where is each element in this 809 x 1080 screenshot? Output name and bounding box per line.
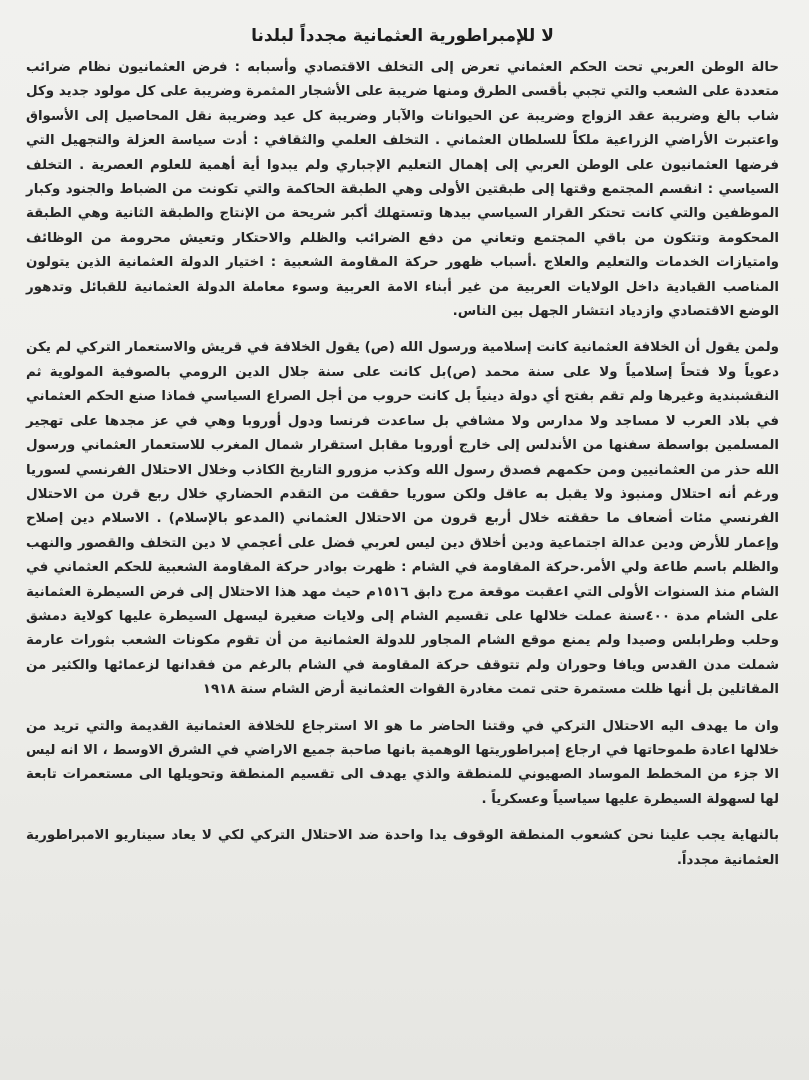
paragraph-caliphate-and-resistance: ولمن يقول أن الخلافة العثمانية كانت إسلامية ورسول الله (ص) يقول الخلافة في قريش والاستعمار التركي لم يكن دعوياً ولا فتحاً إسلامياً ولا على سنة محمد (ص)بل كانت على سنة جلال الدين الرومي بالصوفية المولوية ثم النقشبندية وغيرها ولم تقم بفتح أي دولة دينياً بل كانت حروب من أجل الصراع السياسي فماذا صنع الحكم العثماني في بلاد العرب لا مساجد ولا مدارس ولا مشافي بل ساعدت فرنسا ودول أوروبا وهي في عز مجدها على تهجير المسلمين بواسطة سفنها من الأندلس إلى خارج أوروبا مقابل استقرار شمال المغرب للاستعمار العثماني ورسول الله حذر من العثمانيين ومن حكمهم فصدق رسول الله وكذب مزورو التاريخ الكاذب وخلال الاحتلال الفرنسي لسوريا ورغم أنه احتلال ومنبوذ ولا يقبل به عاقل ولكن سوريا حققت من التقدم الحضاري خلال ربع قرن من الاحتلال الفرنسي مئات أضعاف ما حققته خلال أربع قرون من الاحتلال العثماني (المدعو بالإسلام) . الاسلام دين إصلاح وإعمار للأرض ودين عدالة اجتماعية ودين أخلاق دين ليس لعربي فضل على أعجمي لا دين التخلف والقصور والنهب والظلم باسم طاعة ولي الأمر.حركة المقاومة في الشام : ظهرت بوادر حركة المقاومة الشعبية للحكم العثماني في الشام منذ السنوات الأولى التي اعقبت موقعة مرج دابق ١٥١٦م حيث مهد هذا الاحتلال إلى فرض السيطرة العثمانية على الشام مدة ٤٠٠سنة عملت خلالها على تقسيم الشام إلى ولايات صغيرة ليسهل السيطرة عليها كولاية دمشق وحلب وطرابلس وصيدا ولم يمنع موقع الشام المجاور للدولة العثمانية من أن تقوم مكونات الشعب بثورات عارمة شملت مدن القدس ويافا وحوران ولم تتوقف حركة المقاومة في الشام بالرغم من فقدانها لزعمائها والكثير من المقاتلين بل أنها ظلت مستمرة حتى تمت مغادرة القوات العثمانية أرض الشام سنة ١٩١٨ [26,340,779,698]
paragraph-conclusion: بالنهاية يجب علينا نحن كشعوب المنطقة الوقوف يدا واحدة ضد الاحتلال التركي لكي لا يعاد سيناريو الامبراطورية العثمانية مجدداً. [26,828,779,868]
paragraph-ottoman-backwardness: حالة الوطن العربي تحت الحكم العثماني تعرض إلى التخلف الاقتصادي وأسبابه : فرض العثمانيون نظام ضرائب متعددة على الشعب والتي تجبي بأقسى الطرق ومنها ضريبة على الأشجار المثمرة وضريبة على كل مولود جديد وكل شاب بالغ وضريبة عقد الزواج وضريبة عن الحيوانات والآبار وضريبة كل عيد وضريبة نقل المحاصيل إلى الأسواق واعتبرت الأراضي الزراعية ملكاً للسلطان العثماني . التخلف العلمي والثقافي : أدت سياسة العزلة والتجهيل التي فرضها العثمانيون على الوطن العربي إلى إهمال التعليم الإجباري ولم يبدوا أية أهمية للعلوم العصرية . التخلف السياسي : انقسم المجتمع وقتها إلى طبقتين الأولى وهي الطبقة الحاكمة والتي تكونت من الضباط والجنود وكبار الموظفين والتي كانت تحتكر القرار السياسي بيدها وتستهلك أكبر شريحة من الإنتاج والطبقة الثانية وهي الطبقة المحكومة وتتكون من باقي المجتمع وتعاني من دفع الضرائب والظلم والاحتكار وتعيش محرومة من الوظائف وامتيازات الخدمات والتعليم والعلاج .أسباب ظهور حركة المقاومة الشعبية : اختيار الدولة العثمانية الذين يتولون المناصب القيادية داخل الولايات العربية من غير أبناء الامة العربية وسوء معاملة الدولة العثمانية للقبائل وتدهور الوضع الاقتصادي وازدياد انتشار الجهل بين الناس. [26,60,779,320]
paragraph-turkish-occupation-aims: وان ما يهدف اليه الاحتلال التركي في وقتنا الحاضر ما هو الا استرجاع للخلافة العثمانية القديمة والتي تريد من خلالها اعادة طموحاتها في ارجاع إمبراطوريتها الوهمية بانها صاحبة جميع الاراضي في الشرق الاوسط ، الا انه ليس الا جزء من المخطط الموساد الصهيوني للمنطقة والذي يهدف الى تقسيم المنطقة وتحويلها الى مستعمرات تابعة لها لسهولة السيطرة عليها سياسياً وعسكرياً . [26,718,779,807]
document-title: لا للإمبراطورية العثمانية مجدداً لبلدنا [251,26,554,46]
